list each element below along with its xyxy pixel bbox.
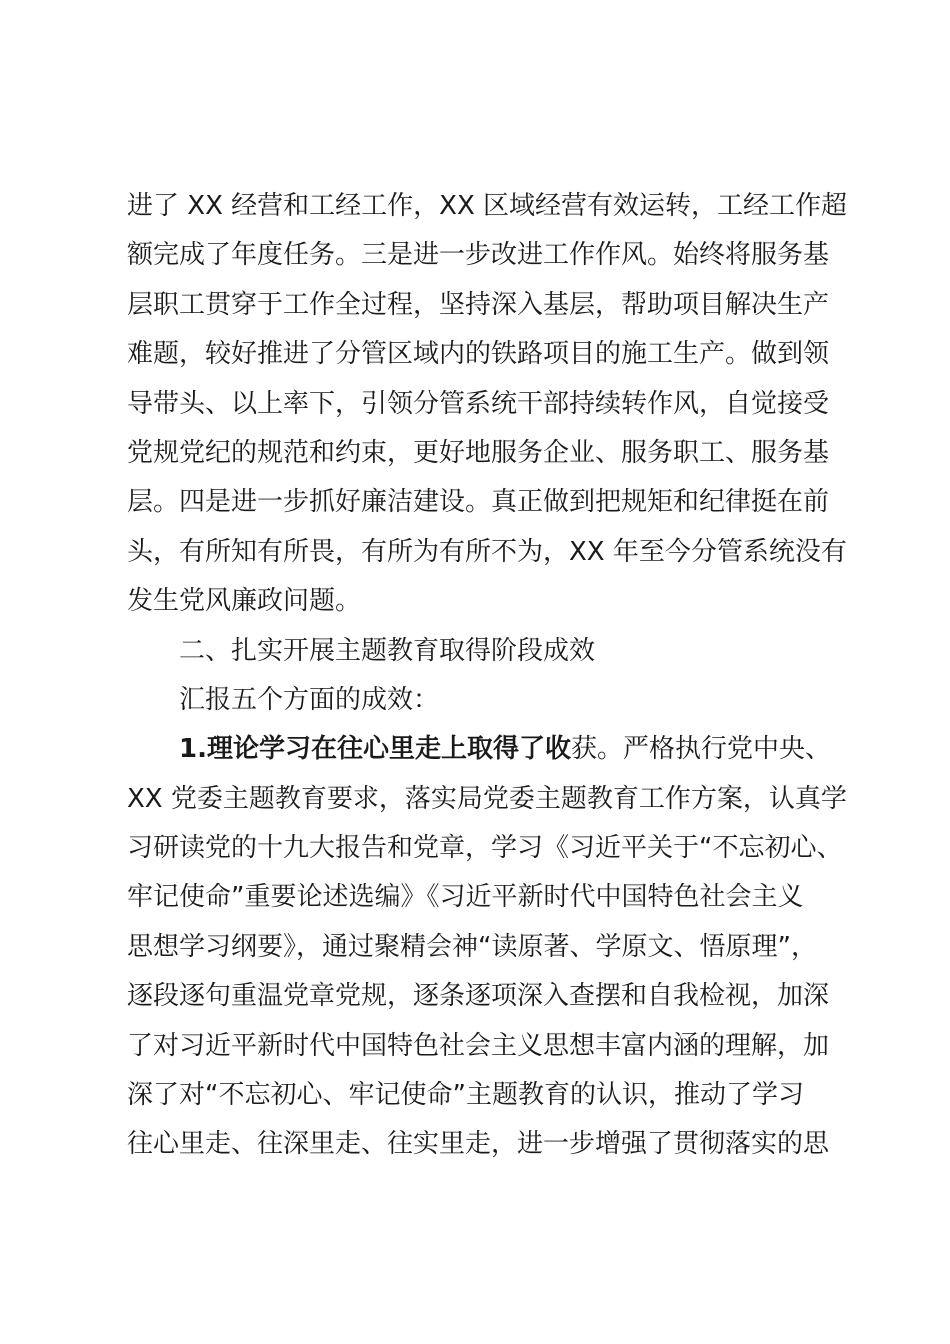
item-1-text: 获。严格执行党中央、	[570, 734, 831, 765]
paragraph-line: 深了对“不忘初心、牢记使命”主题教育的认识，推动了学习	[127, 1080, 804, 1111]
paragraph-line: 党规党纪的规范和约束，更好地服务企业、服务职工、服务基	[127, 437, 830, 468]
item-1-first-line	[127, 725, 837, 774]
intro-line: 汇报五个方面的成效：	[179, 684, 440, 715]
paragraph-line: 进了 XX 经营和工经工作，XX 区域经营有效运转，工经工作超	[127, 191, 848, 221]
body-text	[127, 182, 848, 1170]
item-1-heading: 1.理论学习在往心里走上取得了收	[179, 734, 571, 765]
paragraph-line: 习研读党的十九大报告和党章，学习《习近平关于“不忘初心、	[127, 833, 843, 864]
paragraph-line: 牢记使命”重要论述选编》《习近平新时代中国特色社会主义	[127, 882, 804, 913]
paragraph-line: 思想学习纲要》，通过聚精会神“读原著、学原文、悟原理”，	[127, 931, 817, 962]
paragraph-line: 难题，较好推进了分管区域内的铁路项目的施工生产。做到领	[127, 339, 830, 370]
paragraph-line: 额完成了年度任务。三是进一步改进工作作风。始终将服务基	[127, 240, 830, 271]
paragraph-line: 往心里走、往深里走、往实里走，进一步增强了贯彻落实的思	[127, 1129, 830, 1160]
paragraph-line: 层职工贯穿于工作全过程，坚持深入基层，帮助项目解决生产	[127, 289, 830, 320]
paragraph-line: 逐段逐句重温党章党规，逐条逐项深入查摆和自我检视，加深	[127, 981, 830, 1012]
paragraph-line: 导带头、以上率下，引领分管系统干部持续转作风，自觉接受	[127, 388, 830, 419]
paragraph-line: XX 党委主题教育要求，落实局党委主题教育工作方案，认真学	[127, 783, 847, 814]
section-heading: 二、扎实开展主题教育取得阶段成效	[179, 635, 596, 666]
paragraph-line: 层。四是进一步抓好廉洁建设。真正做到把规矩和纪律挺在前	[127, 487, 830, 518]
paragraph-line: 发生党风廉政问题。	[127, 586, 362, 617]
paragraph-line: 头，有所知有所畏，有所为有所不为，XX 年至今分管系统没有	[127, 536, 847, 567]
paragraph-line: 了对习近平新时代中国特色社会主义思想丰富内涵的理解，加	[127, 1030, 830, 1061]
